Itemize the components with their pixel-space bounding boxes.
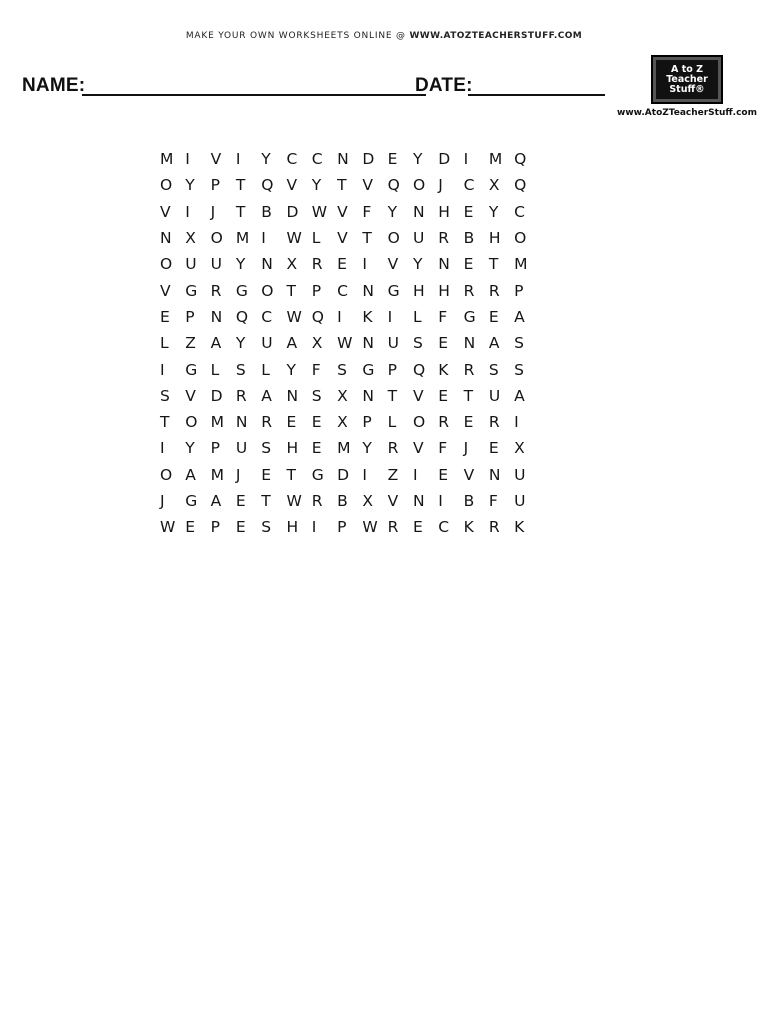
puzzle-letter: C xyxy=(463,176,475,195)
puzzle-row xyxy=(160,514,539,540)
puzzle-letter: Q xyxy=(311,307,324,326)
puzzle-letter: N xyxy=(362,281,374,300)
puzzle-letter: T xyxy=(286,465,296,484)
puzzle-letter: N xyxy=(362,334,374,353)
puzzle-row xyxy=(160,199,539,225)
puzzle-letter: U xyxy=(488,386,501,405)
puzzle-letter: A xyxy=(261,386,272,405)
puzzle-letter: O xyxy=(514,229,527,248)
puzzle-letter: R xyxy=(311,255,323,274)
puzzle-letter: T xyxy=(337,176,347,195)
puzzle-letter: R xyxy=(210,281,222,300)
puzzle-letter: I xyxy=(337,307,342,326)
puzzle-letter: Z xyxy=(185,334,196,353)
puzzle-letter: W xyxy=(286,492,302,510)
puzzle-letter: O xyxy=(412,176,426,195)
puzzle-row xyxy=(160,172,539,198)
puzzle-letter: S xyxy=(235,360,246,379)
puzzle-letter: I xyxy=(160,360,165,379)
puzzle-row xyxy=(160,383,539,409)
puzzle-letter: S xyxy=(514,360,524,379)
puzzle-row xyxy=(160,330,539,356)
puzzle-letter: G xyxy=(362,360,375,379)
puzzle-letter: I xyxy=(185,202,190,221)
puzzle-letter: Y xyxy=(412,255,423,274)
puzzle-letter: Y xyxy=(185,176,195,195)
puzzle-letter: Y xyxy=(311,176,322,195)
puzzle-letter: E xyxy=(488,439,499,458)
puzzle-letter: G xyxy=(311,465,324,484)
puzzle-letter: I xyxy=(438,492,443,510)
puzzle-letter: N xyxy=(438,255,450,274)
puzzle-letter: C xyxy=(286,150,298,169)
puzzle-row xyxy=(160,435,539,461)
puzzle-letter: P xyxy=(185,307,195,326)
puzzle-letter: L xyxy=(311,229,321,248)
puzzle-letter: D xyxy=(210,386,223,405)
puzzle-letter: B xyxy=(337,492,348,510)
puzzle-letter: R xyxy=(488,518,500,537)
puzzle-letter: S xyxy=(514,334,524,353)
puzzle-letter: E xyxy=(463,255,474,274)
puzzle-letter: E xyxy=(463,202,474,221)
puzzle-letter: W xyxy=(311,202,328,221)
puzzle-letter: W xyxy=(286,307,302,326)
puzzle-letter: T xyxy=(387,386,398,405)
puzzle-letter: T xyxy=(286,281,296,300)
puzzle-letter: H xyxy=(438,202,450,221)
puzzle-letter: E xyxy=(387,150,398,169)
puzzle-row xyxy=(160,409,539,435)
puzzle-letter: A xyxy=(514,307,525,326)
puzzle-letter: R xyxy=(488,413,500,432)
puzzle-letter: E xyxy=(235,518,246,537)
puzzle-letter: E xyxy=(261,465,271,484)
puzzle-letter: U xyxy=(210,255,222,274)
puzzle-letter: P xyxy=(337,518,347,537)
puzzle-letter: H xyxy=(412,281,425,300)
puzzle-letter: E xyxy=(311,413,322,432)
puzzle-letter: V xyxy=(210,150,222,169)
puzzle-letter: X xyxy=(185,229,196,248)
puzzle-letter: C xyxy=(514,202,525,221)
puzzle-letter: E xyxy=(438,465,449,484)
puzzle-letter: G xyxy=(463,307,476,326)
puzzle-letter: N xyxy=(463,334,476,353)
puzzle-letter: L xyxy=(210,360,220,379)
puzzle-letter: N xyxy=(412,202,425,221)
puzzle-letter: R xyxy=(387,439,399,458)
puzzle-row xyxy=(160,251,539,277)
puzzle-letter: T xyxy=(488,255,499,274)
puzzle-letter: U xyxy=(185,255,197,274)
puzzle-letter: L xyxy=(412,307,422,326)
puzzle-letter: R xyxy=(311,492,323,510)
puzzle-letter: P xyxy=(210,176,220,195)
puzzle-letter: V xyxy=(160,202,171,221)
puzzle-letter: V xyxy=(160,281,171,300)
puzzle-letter: R xyxy=(463,281,475,300)
puzzle-letter: N xyxy=(362,386,374,405)
worksheet-promo-note xyxy=(0,31,768,41)
puzzle-letter: F xyxy=(488,492,498,510)
puzzle-letter: X xyxy=(311,334,323,353)
puzzle-letter: O xyxy=(412,413,426,432)
puzzle-letter: S xyxy=(261,439,272,458)
puzzle-letter: F xyxy=(362,202,372,221)
puzzle-letter: B xyxy=(463,229,475,248)
puzzle-letter: Q xyxy=(514,150,527,169)
puzzle-letter: F xyxy=(311,360,321,379)
puzzle-letter: J xyxy=(235,465,241,484)
puzzle-letter: G xyxy=(185,492,198,510)
puzzle-letter: K xyxy=(514,518,525,537)
puzzle-letter: I xyxy=(160,439,165,458)
puzzle-letter: E xyxy=(488,307,499,326)
puzzle-letter: K xyxy=(438,360,449,379)
puzzle-letter: J xyxy=(438,176,443,195)
puzzle-letter: V xyxy=(387,255,399,274)
puzzle-letter: M xyxy=(514,255,528,274)
puzzle-row xyxy=(160,225,539,251)
puzzle-letter: I xyxy=(362,465,367,484)
puzzle-letter: P xyxy=(311,281,322,300)
puzzle-letter: R xyxy=(261,413,272,432)
puzzle-letter: A xyxy=(185,465,196,484)
puzzle-letter: H xyxy=(286,439,299,458)
puzzle-letter: X xyxy=(514,439,525,458)
puzzle-letter: A xyxy=(488,334,500,353)
puzzle-letter: Q xyxy=(412,360,426,379)
puzzle-letter: Y xyxy=(412,150,423,169)
puzzle-row xyxy=(160,462,539,488)
puzzle-letter: I xyxy=(362,255,367,274)
puzzle-letter: X xyxy=(337,413,348,432)
puzzle-letter: M xyxy=(337,439,351,458)
word-search-grid xyxy=(160,146,539,540)
puzzle-letter: C xyxy=(311,150,323,169)
puzzle-letter: U xyxy=(412,229,425,248)
puzzle-letter: E xyxy=(463,413,474,432)
puzzle-row xyxy=(160,304,539,330)
name-blank-line xyxy=(82,94,426,96)
puzzle-letter: O xyxy=(185,413,198,432)
puzzle-letter: Q xyxy=(235,307,249,326)
puzzle-letter: E xyxy=(235,492,246,510)
puzzle-letter: P xyxy=(387,360,398,379)
puzzle-letter: A xyxy=(210,334,222,353)
puzzle-letter: Z xyxy=(387,465,399,484)
puzzle-letter: N xyxy=(412,492,425,510)
puzzle-letter: I xyxy=(412,465,418,484)
puzzle-letter: M xyxy=(235,229,250,248)
puzzle-letter: N xyxy=(261,255,273,274)
puzzle-letter: H xyxy=(286,518,299,537)
puzzle-letter: X xyxy=(286,255,298,274)
puzzle-letter: E xyxy=(438,334,449,353)
puzzle-letter: D xyxy=(286,202,299,221)
puzzle-letter: N xyxy=(160,229,172,248)
puzzle-letter: J xyxy=(463,439,469,458)
puzzle-letter: S xyxy=(160,386,170,405)
puzzle-letter: U xyxy=(514,492,526,510)
puzzle-letter: Y xyxy=(362,439,372,458)
puzzle-letter: K xyxy=(362,307,373,326)
puzzle-letter: T xyxy=(362,229,372,248)
puzzle-letter: Y xyxy=(235,334,246,353)
puzzle-letter: G xyxy=(185,360,198,379)
puzzle-letter: T xyxy=(160,413,170,432)
puzzle-letter: V xyxy=(286,176,298,195)
puzzle-letter: Y xyxy=(488,202,499,221)
puzzle-letter: N xyxy=(235,413,248,432)
puzzle-letter: M xyxy=(210,413,224,432)
puzzle-letter: V xyxy=(185,386,196,405)
puzzle-letter: X xyxy=(337,386,348,405)
puzzle-letter: U xyxy=(387,334,400,353)
puzzle-letter: B xyxy=(463,492,475,510)
puzzle-letter: R xyxy=(387,518,399,537)
puzzle-letter: J xyxy=(160,492,165,510)
puzzle-letter: G xyxy=(185,281,198,300)
puzzle-letter: M xyxy=(160,150,174,169)
puzzle-letter: I xyxy=(387,307,393,326)
puzzle-letter: S xyxy=(337,360,347,379)
puzzle-letter: H xyxy=(488,229,501,248)
puzzle-letter: R xyxy=(488,281,500,300)
puzzle-letter: H xyxy=(438,281,450,300)
puzzle-letter: T xyxy=(463,386,474,405)
puzzle-letter: C xyxy=(337,281,348,300)
puzzle-letter: L xyxy=(261,360,270,379)
puzzle-letter: D xyxy=(438,150,451,169)
puzzle-letter: R xyxy=(438,229,450,248)
puzzle-letter: J xyxy=(210,202,216,221)
puzzle-letter: W xyxy=(337,334,353,353)
puzzle-letter: Q xyxy=(387,176,400,195)
puzzle-letter: D xyxy=(337,465,350,484)
puzzle-letter: E xyxy=(185,518,196,537)
puzzle-letter: F xyxy=(438,307,448,326)
puzzle-letter: C xyxy=(261,307,273,326)
puzzle-letter: U xyxy=(261,334,273,353)
puzzle-letter: K xyxy=(463,518,474,537)
puzzle-letter: S xyxy=(488,360,499,379)
puzzle-letter: T xyxy=(261,492,271,510)
puzzle-letter: P xyxy=(210,518,220,537)
puzzle-letter: M xyxy=(488,150,503,169)
puzzle-letter: I xyxy=(514,413,519,432)
puzzle-letter: E xyxy=(438,386,449,405)
puzzle-letter: E xyxy=(412,518,423,537)
puzzle-letter: O xyxy=(210,229,223,248)
puzzle-letter: F xyxy=(438,439,448,458)
logo-line-2: Teacher xyxy=(666,73,708,85)
puzzle-letter: O xyxy=(160,465,173,484)
puzzle-letter: A xyxy=(514,386,525,405)
puzzle-letter: D xyxy=(362,150,375,169)
puzzle-letter: P xyxy=(210,439,220,458)
puzzle-letter: X xyxy=(488,176,500,195)
puzzle-letter: V xyxy=(362,176,373,195)
puzzle-letter: R xyxy=(463,360,475,379)
puzzle-letter: R xyxy=(235,386,247,405)
puzzle-letter: Q xyxy=(514,176,527,195)
puzzle-letter: A xyxy=(286,334,298,353)
puzzle-letter: W xyxy=(286,229,302,248)
puzzle-letter: R xyxy=(438,413,450,432)
puzzle-letter: Y xyxy=(286,360,296,379)
puzzle-letter: I xyxy=(235,150,241,169)
puzzle-letter: S xyxy=(412,334,423,353)
puzzle-letter: S xyxy=(261,518,272,537)
puzzle-letter: L xyxy=(387,413,397,432)
puzzle-letter: V xyxy=(337,229,348,248)
puzzle-letter: I xyxy=(311,518,317,537)
puzzle-letter: W xyxy=(362,518,378,537)
puzzle-letter: P xyxy=(514,281,524,300)
promo-site-link[interactable]: WWW.ATOZTEACHERSTUFF.COM xyxy=(409,31,583,41)
puzzle-letter: G xyxy=(387,281,400,300)
puzzle-letter: M xyxy=(210,465,224,484)
puzzle-letter: T xyxy=(235,202,246,221)
date-label: DATE: xyxy=(415,75,473,96)
puzzle-letter: G xyxy=(235,281,248,300)
puzzle-letter: Y xyxy=(185,439,195,458)
puzzle-letter: T xyxy=(235,176,246,195)
puzzle-row xyxy=(160,146,539,172)
puzzle-letter: I xyxy=(463,150,469,169)
puzzle-letter: Y xyxy=(387,202,398,221)
puzzle-letter: I xyxy=(261,229,266,248)
puzzle-letter: Y xyxy=(261,150,271,169)
puzzle-letter: P xyxy=(362,413,372,432)
puzzle-letter: Y xyxy=(235,255,246,274)
puzzle-letter: O xyxy=(387,229,400,248)
puzzle-letter: U xyxy=(235,439,248,458)
puzzle-letter: L xyxy=(160,334,169,353)
puzzle-letter: E xyxy=(337,255,347,274)
puzzle-letter: E xyxy=(286,413,297,432)
puzzle-letter: E xyxy=(311,439,322,458)
logo-url-link[interactable]: www.AtoZTeacherStuff.com xyxy=(617,108,757,118)
puzzle-letter: V xyxy=(412,386,424,405)
puzzle-letter: N xyxy=(210,307,223,326)
puzzle-row xyxy=(160,356,539,382)
puzzle-letter: C xyxy=(438,518,450,537)
puzzle-letter: V xyxy=(412,439,424,458)
puzzle-letter: O xyxy=(160,176,173,195)
puzzle-letter: N xyxy=(286,386,299,405)
puzzle-letter: O xyxy=(261,281,274,300)
puzzle-letter: A xyxy=(210,492,222,510)
puzzle-letter: I xyxy=(185,150,190,169)
puzzle-letter: O xyxy=(160,255,173,274)
logo-line-1: A to Z xyxy=(671,63,703,75)
logo-line-3: Stuff® xyxy=(669,83,705,95)
puzzle-letter: B xyxy=(261,202,272,221)
puzzle-letter: X xyxy=(362,492,373,510)
puzzle-letter: E xyxy=(160,307,170,326)
puzzle-letter: S xyxy=(311,386,322,405)
name-label: NAME: xyxy=(22,75,86,96)
puzzle-letter: V xyxy=(463,465,475,484)
date-blank-line xyxy=(468,94,605,96)
puzzle-letter: U xyxy=(514,465,526,484)
promo-text: MAKE YOUR OWN WORKSHEETS ONLINE @ xyxy=(185,31,406,41)
puzzle-letter: N xyxy=(337,150,349,169)
puzzle-letter: V xyxy=(337,202,348,221)
puzzle-letter: W xyxy=(160,518,176,537)
puzzle-letter: V xyxy=(387,492,399,510)
atoz-chalkboard-logo xyxy=(651,55,723,104)
puzzle-letter: N xyxy=(488,465,501,484)
puzzle-letter: Q xyxy=(261,176,274,195)
puzzle-row xyxy=(160,488,539,514)
puzzle-row xyxy=(160,277,539,303)
